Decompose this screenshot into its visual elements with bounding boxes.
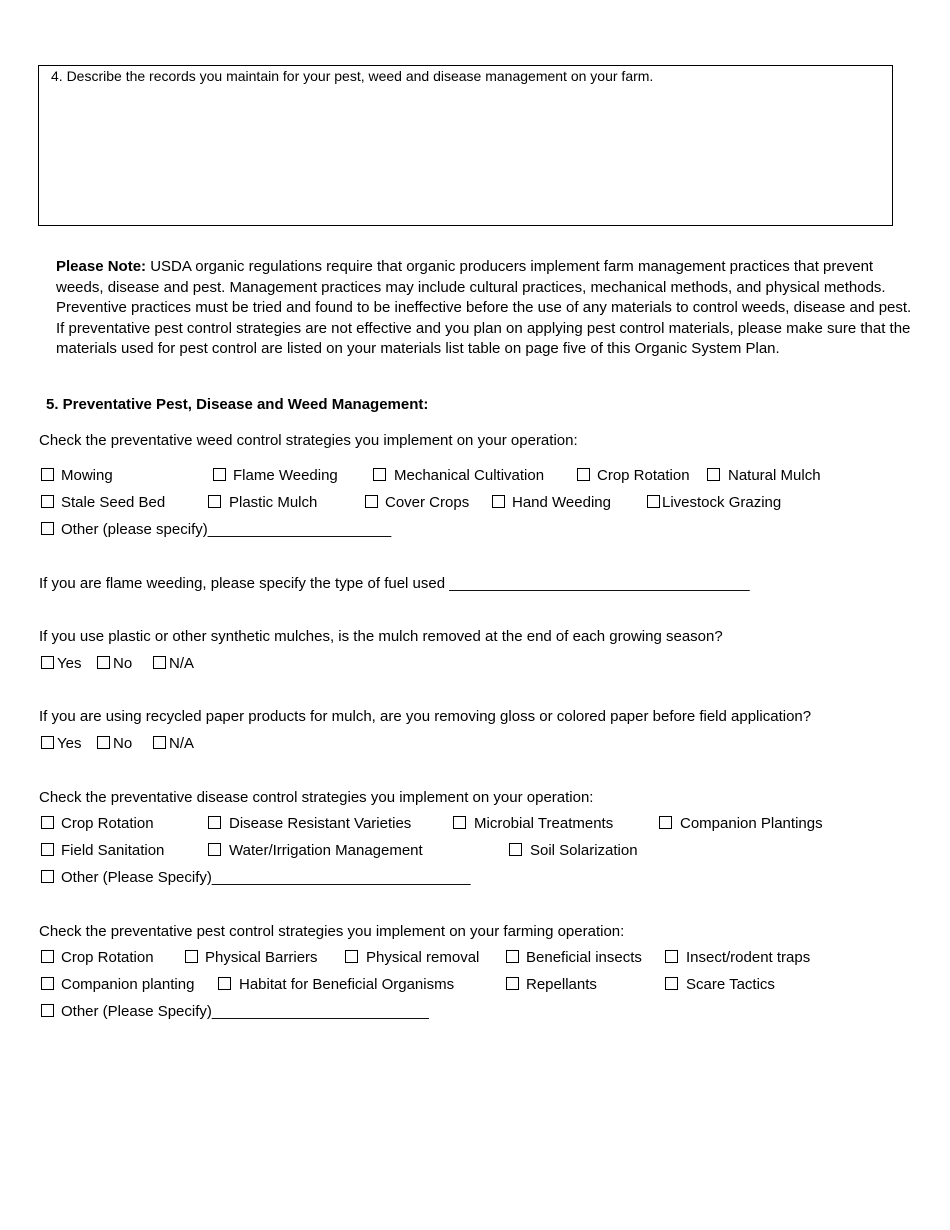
pest-scare-tactics-checkbox[interactable] [665, 977, 678, 990]
plastic-no-label: No [113, 655, 133, 672]
disease-resistant-varieties-label: Disease Resistant Varieties [229, 815, 412, 832]
plastic-mulch-question: If you use plastic or other synthetic mulches, is the mulch removed at the end of each growing season? [39, 628, 723, 645]
recycled-paper-question: If you are using recycled paper products for mulch, are you removing gloss or colored paper before field application? [39, 708, 812, 725]
weed-stale-seed-bed-checkbox[interactable] [41, 495, 54, 508]
weed-mowing-label: Mowing [61, 467, 113, 484]
please-note-paragraph [56, 257, 916, 360]
disease-other-label[interactable]: Other (Please Specify)_______________________________ [61, 869, 471, 886]
disease-soil-solarization-checkbox[interactable] [509, 843, 522, 856]
disease-field-sanitation-checkbox[interactable] [41, 843, 54, 856]
pest-scare-tactics-label: Scare Tactics [686, 976, 775, 993]
weed-cover-crops-label: Cover Crops [385, 494, 470, 511]
disease-water-irrigation-checkbox[interactable] [208, 843, 221, 856]
flame-fuel-question[interactable]: If you are flame weeding, please specify the type of fuel used ____________________________________ [39, 575, 750, 592]
disease-microbial-treatments-label: Microbial Treatments [474, 815, 614, 832]
plastic-na-label: N/A [169, 655, 195, 672]
plastic-yes-checkbox[interactable] [41, 656, 54, 669]
disease-soil-solarization-label: Soil Solarization [530, 842, 638, 859]
disease-field-sanitation-label: Field Sanitation [61, 842, 165, 859]
section-5-heading: 5. Preventative Pest, Disease and Weed Management: [46, 396, 429, 413]
plastic-na-checkbox[interactable] [153, 656, 166, 669]
disease-microbial-treatments-checkbox[interactable] [453, 816, 466, 829]
pest-physical-removal-checkbox[interactable] [345, 950, 358, 963]
pest-insect-rodent-traps-checkbox[interactable] [665, 950, 678, 963]
weed-cover-crops-checkbox[interactable] [365, 495, 378, 508]
weed-livestock-grazing-label: Livestock Grazing [662, 494, 782, 511]
disease-crop-rotation-label: Crop Rotation [61, 815, 154, 832]
weed-plastic-mulch-checkbox[interactable] [208, 495, 221, 508]
weed-natural-mulch-checkbox[interactable] [707, 468, 720, 481]
paper-yes-label: Yes [57, 735, 82, 752]
please-note-body: USDA organic regulations require that organic producers implement farm management practices that prevent weeds, disease and pest. Management practices may include cultural practices, mechanical methods, and physical methods. Preventive practices must be tried and found to be ineffective before the use of any materials to control weeds, disease and pest. If preventative pest control strategies are not effective and you plan on applying pest control materials, please make sure that the materials used for pest control are listed on your materials list table on page five of this Organic System Plan. [56, 258, 912, 357]
question-4-text: 4. Describe the records you maintain for your pest, weed and disease management on your farm. [51, 68, 654, 84]
pest-physical-barriers-checkbox[interactable] [185, 950, 198, 963]
pest-other-label[interactable]: Other (Please Specify)__________________________ [61, 1003, 429, 1020]
weed-other-checkbox[interactable] [41, 522, 54, 535]
pest-companion-planting-checkbox[interactable] [41, 977, 54, 990]
disease-water-irrigation-label: Water/Irrigation Management [229, 842, 423, 859]
disease-control-prompt: Check the preventative disease control strategies you implement on your operation: [39, 789, 594, 806]
pest-insect-rodent-traps-label: Insect/rodent traps [686, 949, 811, 966]
please-note-label: Please Note: [56, 258, 147, 275]
pest-repellants-label: Repellants [526, 976, 597, 993]
plastic-no-checkbox[interactable] [97, 656, 110, 669]
paper-no-label: No [113, 735, 133, 752]
disease-crop-rotation-checkbox[interactable] [41, 816, 54, 829]
weed-mechanical-cultivation-label: Mechanical Cultivation [394, 467, 545, 484]
disease-companion-plantings-checkbox[interactable] [659, 816, 672, 829]
pest-control-prompt: Check the preventative pest control strategies you implement on your farming operation: [39, 923, 625, 940]
pest-crop-rotation-label: Crop Rotation [61, 949, 154, 966]
weed-plastic-mulch-label: Plastic Mulch [229, 494, 318, 511]
pest-habitat-checkbox[interactable] [218, 977, 231, 990]
paper-yes-checkbox[interactable] [41, 736, 54, 749]
weed-livestock-grazing-checkbox[interactable] [647, 495, 660, 508]
pest-crop-rotation-checkbox[interactable] [41, 950, 54, 963]
weed-flame-weeding-label: Flame Weeding [233, 467, 338, 484]
weed-mechanical-cultivation-checkbox[interactable] [373, 468, 386, 481]
weed-hand-weeding-label: Hand Weeding [512, 494, 611, 511]
pest-repellants-checkbox[interactable] [506, 977, 519, 990]
records-answer-box[interactable] [38, 65, 893, 226]
plastic-yes-label: Yes [57, 655, 82, 672]
pest-physical-barriers-label: Physical Barriers [205, 949, 318, 966]
weed-natural-mulch-label: Natural Mulch [728, 467, 821, 484]
weed-other-label[interactable]: Other (please specify)______________________ [61, 521, 392, 538]
pest-companion-planting-label: Companion planting [61, 976, 195, 993]
weed-stale-seed-bed-label: Stale Seed Bed [61, 494, 166, 511]
weed-mowing-checkbox[interactable] [41, 468, 54, 481]
paper-na-checkbox[interactable] [153, 736, 166, 749]
weed-crop-rotation-label: Crop Rotation [597, 467, 690, 484]
paper-no-checkbox[interactable] [97, 736, 110, 749]
pest-physical-removal-label: Physical removal [366, 949, 480, 966]
paper-na-label: N/A [169, 735, 195, 752]
disease-other-checkbox[interactable] [41, 870, 54, 883]
pest-other-checkbox[interactable] [41, 1004, 54, 1017]
weed-control-prompt: Check the preventative weed control strategies you implement on your operation: [39, 432, 578, 449]
weed-hand-weeding-checkbox[interactable] [492, 495, 505, 508]
pest-habitat-label: Habitat for Beneficial Organisms [239, 976, 455, 993]
weed-flame-weeding-checkbox[interactable] [213, 468, 226, 481]
pest-beneficial-insects-checkbox[interactable] [506, 950, 519, 963]
pest-beneficial-insects-label: Beneficial insects [526, 949, 642, 966]
disease-resistant-varieties-checkbox[interactable] [208, 816, 221, 829]
disease-companion-plantings-label: Companion Plantings [680, 815, 823, 832]
weed-crop-rotation-checkbox[interactable] [577, 468, 590, 481]
